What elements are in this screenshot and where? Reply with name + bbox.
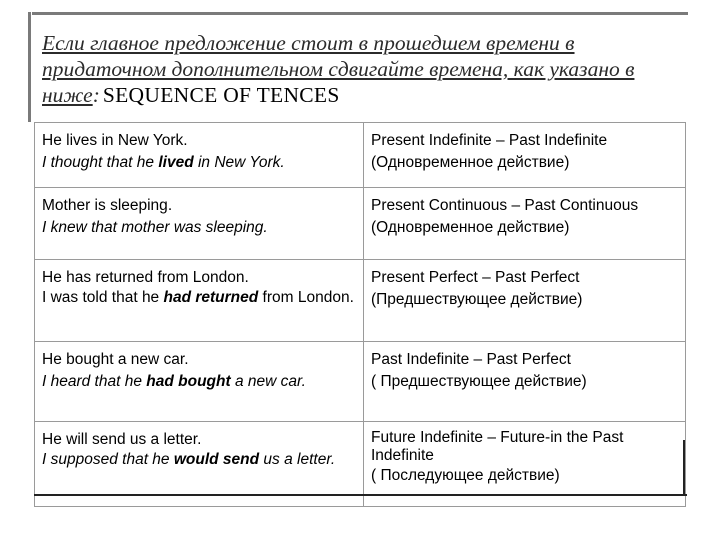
action-note: (Одновременное действие): [371, 154, 570, 171]
past-sentence: I knew that mother was sleeping.: [42, 219, 268, 236]
tense-rule: Present Continuous – Past Continuous: [371, 197, 639, 214]
left-rule: [28, 12, 31, 122]
table-row: [35, 260, 686, 342]
example-cell: [35, 188, 364, 260]
action-note: (Предшествующее действие): [371, 291, 583, 308]
present-sentence: He bought a new car.: [42, 351, 189, 368]
past-sentence: I was told that he had returned from London.: [42, 289, 354, 306]
heading-line-2: придаточном дополнительном сдвигайте времена, как указано в: [42, 57, 635, 81]
rule-cell: [364, 123, 686, 188]
table-row: [35, 188, 686, 260]
present-sentence: He will send us a letter.: [42, 431, 202, 448]
heading-line-1: Если главное предложение стоит в прошедшем времени в: [42, 31, 575, 55]
right-edge-bar: [683, 440, 685, 495]
heading-line-3-prefix: ниже: [42, 83, 93, 107]
top-rule: [32, 12, 688, 15]
tense-rule: Past Indefinite – Past Perfect: [371, 351, 571, 368]
bottom-edge-bar: [34, 494, 687, 496]
past-sentence: I supposed that he would send us a letter.: [42, 451, 336, 468]
slide-heading: [42, 30, 702, 108]
table-row: [35, 342, 686, 422]
tenses-table: [34, 122, 686, 507]
rule-cell: [364, 188, 686, 260]
rule-cell: [364, 342, 686, 422]
past-sentence: I heard that he had bought a new car.: [42, 373, 306, 390]
rule-cell: [364, 260, 686, 342]
present-sentence: He lives in New York.: [42, 132, 188, 149]
tense-rule: Present Indefinite – Past Indefinite: [371, 132, 608, 149]
example-cell: [35, 342, 364, 422]
tense-rule: Future Indefinite – Future-in the Past Indefinite: [371, 429, 624, 464]
present-sentence: Mother is sleeping.: [42, 197, 173, 214]
past-sentence: I thought that he lived in New York.: [42, 154, 285, 171]
example-cell: [35, 260, 364, 342]
present-sentence: He has returned from London.: [42, 269, 249, 286]
example-cell: [35, 123, 364, 188]
heading-line-3: ниже: SEQUENCE OF TENCES: [42, 83, 340, 107]
action-note: ( Последующее действие): [371, 467, 560, 484]
sequence-title: SEQUENCE OF TENCES: [102, 83, 340, 107]
action-note: (Одновременное действие): [371, 219, 570, 236]
action-note: ( Предшествующее действие): [371, 373, 587, 390]
tense-rule: Present Perfect – Past Perfect: [371, 269, 580, 286]
table-row: [35, 123, 686, 188]
